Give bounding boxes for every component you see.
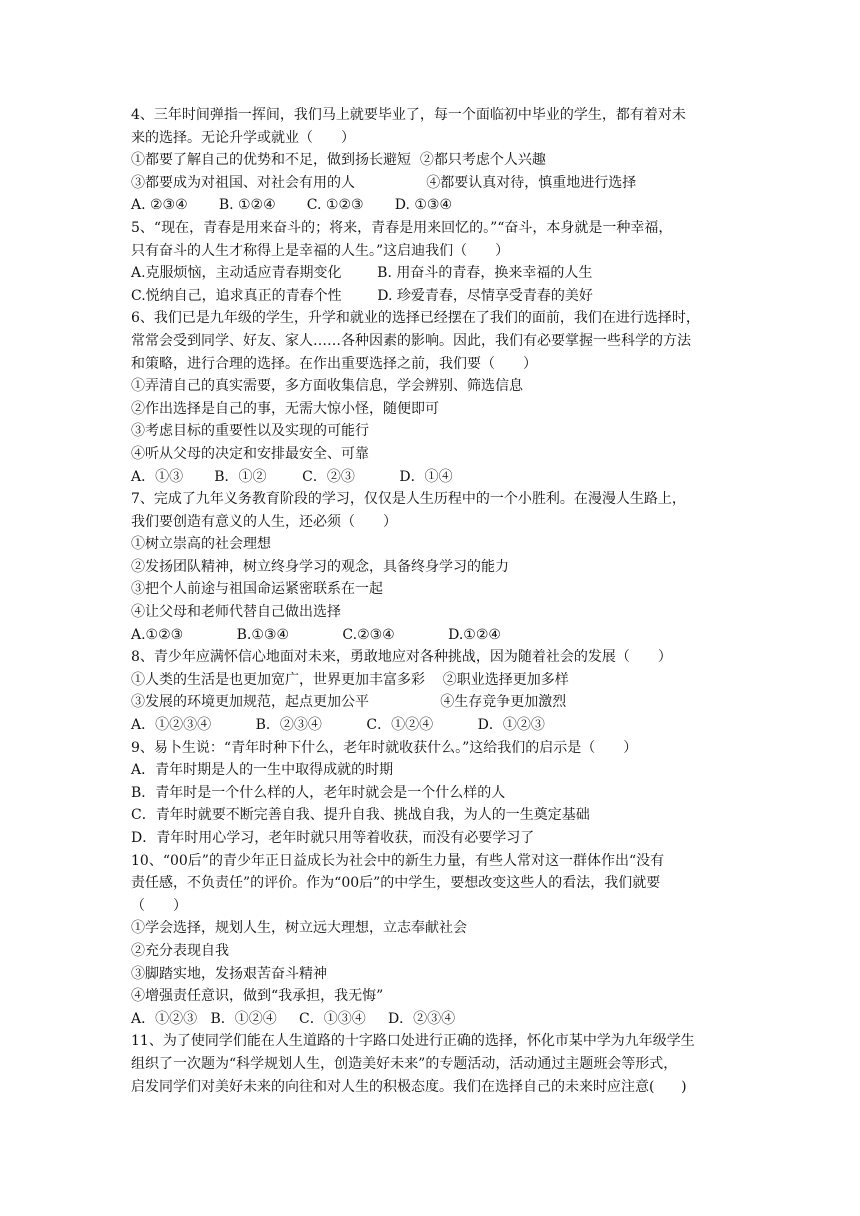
text-line: A.克服烦恼，主动适应青春期变化 B. 用奋斗的青春，换来幸福的人生 [131,265,593,282]
text-line: ②作出选择是自己的事，无需大惊小怪，随便即可 [131,400,439,417]
text-line: ③考虑目标的重要性以及实现的可能行 [131,423,369,440]
text-line: 8、青少年应满怀信心地面对未来，勇敢地应对各种挑战，因为随着社会的发展（ ） [131,649,672,666]
text-line: ④增强责任意识，做到“我承担，我无悔” [131,988,384,1005]
text-line: 来的选择。无论升学或就业（ ） [131,129,355,146]
text-line: ①学会选择，规划人生，树立远大理想，立志奉献社会 [131,920,467,937]
text-line: A．①②③④ B．②③④ C．①②④ D．①②③ [131,717,545,734]
text-line: ④听从父母的决定和安排最安全、可靠 [131,445,369,462]
text-line: ①人类的生活是也更加宽广，世界更加丰富多彩 ②职业选择更加多样 [131,671,569,688]
text-line: 我们要创造有意义的人生，还必须（ ） [131,513,397,530]
text-line: 责任感，不负责任”的评价。作为“00后”的中学生，要想改变这些人的看法，我们就要 [131,875,661,892]
text-line: A．①③ B．①② C．②③ D．①④ [131,468,453,485]
text-line: ③发展的环境更加规范，起点更加公平 ④生存竞争更加激烈 [131,694,567,711]
text-line: ②发扬团队精神，树立终身学习的观念，具备终身学习的能力 [131,558,509,575]
text-line: B．青年时是一个什么样的人，老年时就会是一个什么样的人 [131,784,506,801]
text-line: ④让父母和老师代替自己做出选择 [131,604,341,621]
text-line: 4、三年时间弹指一挥间，我们马上就要毕业了，每一个面临初中毕业的学生，都有着对未 [131,107,686,123]
text-line: 和策略，进行合理的选择。在作出重要选择之前，我们要（ ） [131,355,537,372]
text-line: ②充分表现自我 [131,942,229,959]
text-line: ③都要成为对祖国、对社会有用的人 ④都要认真对待，慎重地进行选择 [131,174,637,191]
text-line: 10、“00后”的青少年正日益成长为社会中的新生力量，有些人常对这一群体作出“没有 [131,852,665,869]
text-line: ①都要了解自己的优势和不足，做到扬长避短 ②都只考虑个人兴趣 [131,152,546,169]
text-line: ①弄清自己的真实需要，多方面收集信息，学会辨别、筛选信息 [131,378,523,395]
text-line: 组织了一次题为“科学规划人生，创造美好未来”的专题活动，活动通过主题班会等形式， [131,1055,678,1072]
text-line: A．青年时期是人的一生中取得成就的时期 [131,762,394,779]
text-line: C.悦纳自己，追求真正的青春个性 D. 珍爱青春，尽情享受青春的美好 [131,287,593,304]
text-line: 只有奋斗的人生才称得上是幸福的人生。”这启迪我们（ ） [131,242,510,259]
text-line: ③把个人前途与祖国命运紧密联系在一起 [131,581,383,598]
text-line: D．青年时用心学习，老年时就只用等着收获，而没有必要学习了 [131,830,535,846]
text-line: ③脚踏实地，发扬艰苦奋斗精神 [131,965,327,982]
text-line: 5、“现在，青春是用来奋斗的；将来，青春是用来回忆的。”“奋斗，本身就是一种幸福， [131,219,673,236]
text-line: 常常会受到同学、好友、家人……各种因素的影响。因此，我们有必要掌握一些科学的方法 [131,332,691,349]
text-line: C．青年时就要不断完善自我、提升自我、挑战自我，为人的一生奠定基础 [131,807,590,824]
text-line: 7、完成了九年义务教育阶段的学习，仅仅是人生历程中的一个小胜利。在漫漫人生路上， [131,491,686,508]
text-line: 6、我们已是九年级的学生，升学和就业的选择已经摆在了我们的面前，我们在进行选择时， [131,310,700,327]
text-line: 9、易卜生说：“青年时种下什么，老年时就收获什么。”这给我们的启示是（ ） [131,739,638,756]
text-line: 11、为了使同学们能在人生道路的十字路口处进行正确的选择，怀化市某中学为九年级学生 [131,1033,695,1050]
text-line: A.①②③ B.①③④ C.②③④ D.①②④ [131,626,501,643]
text-line: A. ②③④ B. ①②④ C. ①②③ D. ①③④ [131,197,453,214]
text-line: 启发同学们对美好未来的向往和对人生的积极态度。我们在选择自己的未来时应注意( ) [131,1078,687,1095]
text-line: ①树立崇高的社会理想 [131,536,271,553]
text-line: A．①②③ B．①②④ C．①③④ D．②③④ [131,1010,456,1027]
text-line: （ ） [131,897,187,914]
question-text-block [131,104,733,1098]
